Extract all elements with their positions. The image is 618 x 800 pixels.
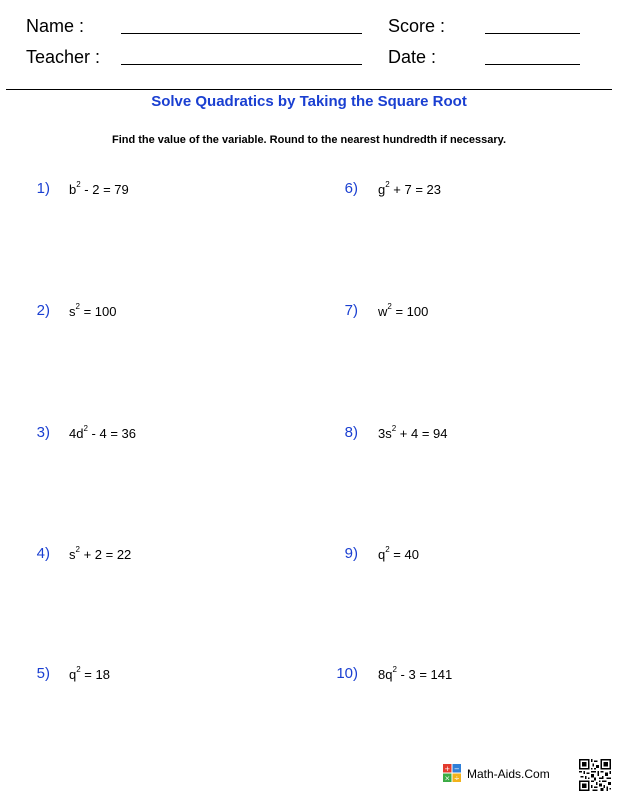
teacher-line[interactable] bbox=[121, 64, 362, 65]
problem-number: 3) bbox=[36, 424, 50, 441]
name-label: Name : bbox=[26, 16, 85, 36]
equation: $b^2 - 2 = 79$ bbox=[69, 179, 129, 197]
problem-6 bbox=[336, 179, 596, 199]
equation: $g^2 + 7 = 23$ bbox=[378, 179, 442, 197]
equation: $w^2 = 100$ bbox=[378, 301, 429, 319]
equation: $s^2 + 2 = 22$ bbox=[69, 544, 132, 562]
problem-2 bbox=[28, 301, 288, 321]
problem-4 bbox=[28, 544, 288, 564]
problem-number: 7) bbox=[344, 302, 358, 319]
name-line[interactable] bbox=[121, 33, 362, 34]
problem-number: 9) bbox=[344, 545, 358, 562]
score-label: Score : bbox=[388, 16, 446, 36]
equation: $8q^2 - 3 = 141$ bbox=[378, 664, 453, 682]
math-aids-logo-icon bbox=[443, 764, 461, 782]
problem-8 bbox=[336, 423, 596, 443]
header-divider bbox=[6, 89, 612, 90]
teacher-label: Teacher : bbox=[26, 47, 101, 67]
svg-text:÷: ÷ bbox=[453, 774, 460, 782]
problem-number: 1) bbox=[36, 180, 50, 197]
problem-5 bbox=[28, 664, 288, 684]
problem-7 bbox=[336, 301, 596, 321]
svg-text:×: × bbox=[444, 774, 451, 782]
equation: $3s^2 + 4 = 94$ bbox=[378, 423, 448, 441]
instructions: Find the value of the variable. Round to the nearest hundredth if necessary. bbox=[111, 134, 507, 146]
equation: $q^2 = 18$ bbox=[69, 664, 110, 682]
problem-number: 6) bbox=[344, 180, 358, 197]
problem-10 bbox=[336, 664, 596, 684]
svg-text:−: − bbox=[453, 765, 460, 773]
problem-number: 2) bbox=[36, 302, 50, 319]
svg-text:+: + bbox=[444, 765, 451, 773]
date-label: Date : bbox=[388, 47, 437, 67]
problem-number: 8) bbox=[344, 424, 358, 441]
footer-site-name: Math-Aids.Com bbox=[467, 767, 550, 781]
problem-number: 4) bbox=[36, 545, 50, 562]
score-line[interactable] bbox=[485, 33, 580, 34]
problem-number: 5) bbox=[36, 665, 50, 682]
problem-1 bbox=[28, 179, 288, 199]
equation: $4d^2 - 4 = 36$ bbox=[69, 423, 136, 441]
worksheet-title: Solve Quadratics by Taking the Square Root bbox=[151, 93, 467, 110]
equation: $s^2 = 100$ bbox=[69, 301, 117, 319]
problem-9 bbox=[336, 544, 596, 564]
qr-code-icon bbox=[579, 759, 611, 791]
problem-3 bbox=[28, 423, 288, 443]
equation: $q^2 = 40$ bbox=[378, 544, 419, 562]
problem-number: 10) bbox=[336, 665, 358, 682]
date-line[interactable] bbox=[485, 64, 580, 65]
